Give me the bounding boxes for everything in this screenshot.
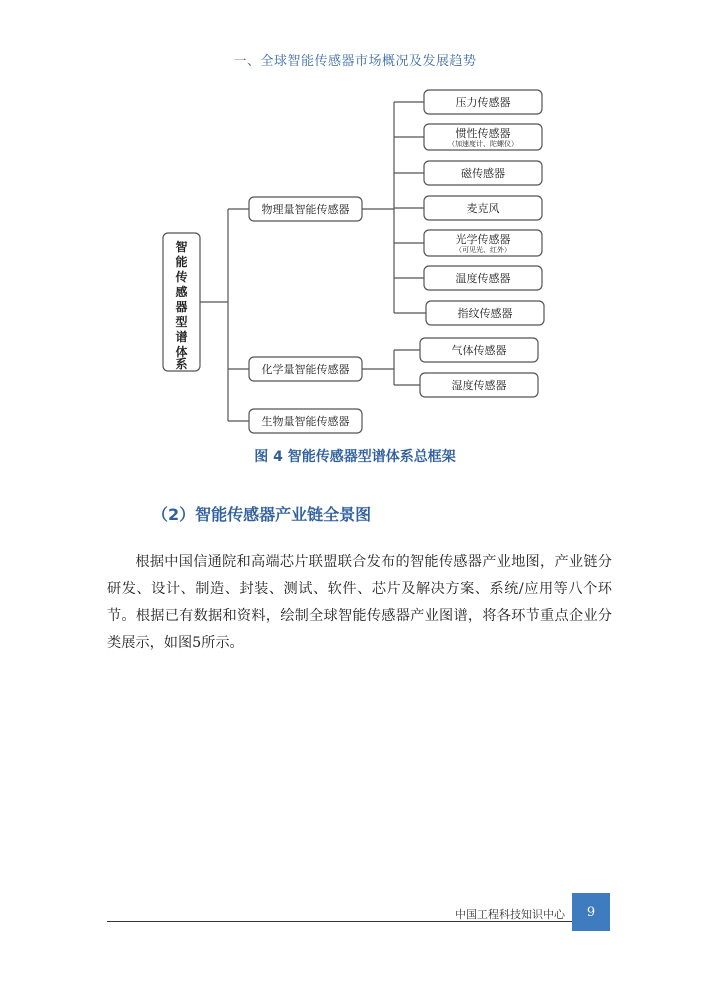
leaf-gas-sensor xyxy=(420,338,538,362)
root-char: 感 xyxy=(175,285,188,299)
root-char: 型 xyxy=(175,315,188,329)
category-label: 生物量智能传感器 xyxy=(261,415,350,428)
leaf-label: 压力传感器 xyxy=(455,96,511,109)
leaf-fingerprint-sensor xyxy=(426,301,544,325)
root-char: 系 xyxy=(175,357,188,371)
leaf-label: 惯性传感器 xyxy=(455,127,511,140)
leaf-temperature-sensor xyxy=(424,266,542,290)
page-number: 9 xyxy=(586,904,596,920)
sensor-taxonomy-diagram xyxy=(0,0,710,470)
page-header: 一、全球智能传感器市场概况及发展趋势 xyxy=(233,54,477,69)
leaf-pressure-sensor xyxy=(424,90,542,114)
leaf-label: 气体传感器 xyxy=(451,344,507,357)
section-heading: （2）智能传感器产业链全景图 xyxy=(152,505,372,524)
category-chemical xyxy=(249,357,362,381)
root-char: 传 xyxy=(175,270,188,284)
root-char: 能 xyxy=(175,255,188,269)
root-char: 智 xyxy=(175,240,188,254)
leaf-sublabel: （可见光、红外） xyxy=(455,246,511,254)
root-char: 谱 xyxy=(175,330,188,344)
root-node xyxy=(163,233,200,371)
leaf-label: 麦克风 xyxy=(466,202,500,215)
leaf-label: 磁传感器 xyxy=(461,167,505,180)
category-biological xyxy=(249,409,362,433)
leaf-optical-sensor xyxy=(424,230,542,256)
body-paragraph: 根据中国信通院和高端芯片联盟联合发布的智能传感器产业地图，产业链分研发、设计、制造、封装、测试、软件、芯片及解决方案、系统/应用等八个环节。根据已有数据和资料，绘制全球智能传感器产业图谱，将各环节重点企业分类展示，如图5所示。 xyxy=(107,554,612,652)
leaf-humidity-sensor xyxy=(420,373,538,397)
leaf-microphone xyxy=(424,196,542,220)
leaf-sublabel: （加速度计、陀螺仪） xyxy=(448,140,518,148)
figure-caption: 图 4 智能传感器型谱体系总框架 xyxy=(254,449,456,465)
leaf-label: 指纹传感器 xyxy=(457,307,513,320)
leaf-label: 光学传感器 xyxy=(455,233,511,246)
category-label: 化学量智能传感器 xyxy=(261,363,350,376)
category-physical xyxy=(249,197,362,221)
page-number-badge xyxy=(572,893,610,931)
root-char: 体 xyxy=(175,345,188,359)
leaf-label: 湿度传感器 xyxy=(451,379,507,392)
leaf-magnetic-sensor xyxy=(424,161,542,185)
category-label: 物理量智能传感器 xyxy=(261,203,350,216)
footer-organization: 中国工程科技知识中心 xyxy=(455,908,565,921)
leaf-label: 温度传感器 xyxy=(455,272,511,285)
leaf-inertial-sensor xyxy=(424,124,542,150)
root-char: 器 xyxy=(175,300,188,314)
